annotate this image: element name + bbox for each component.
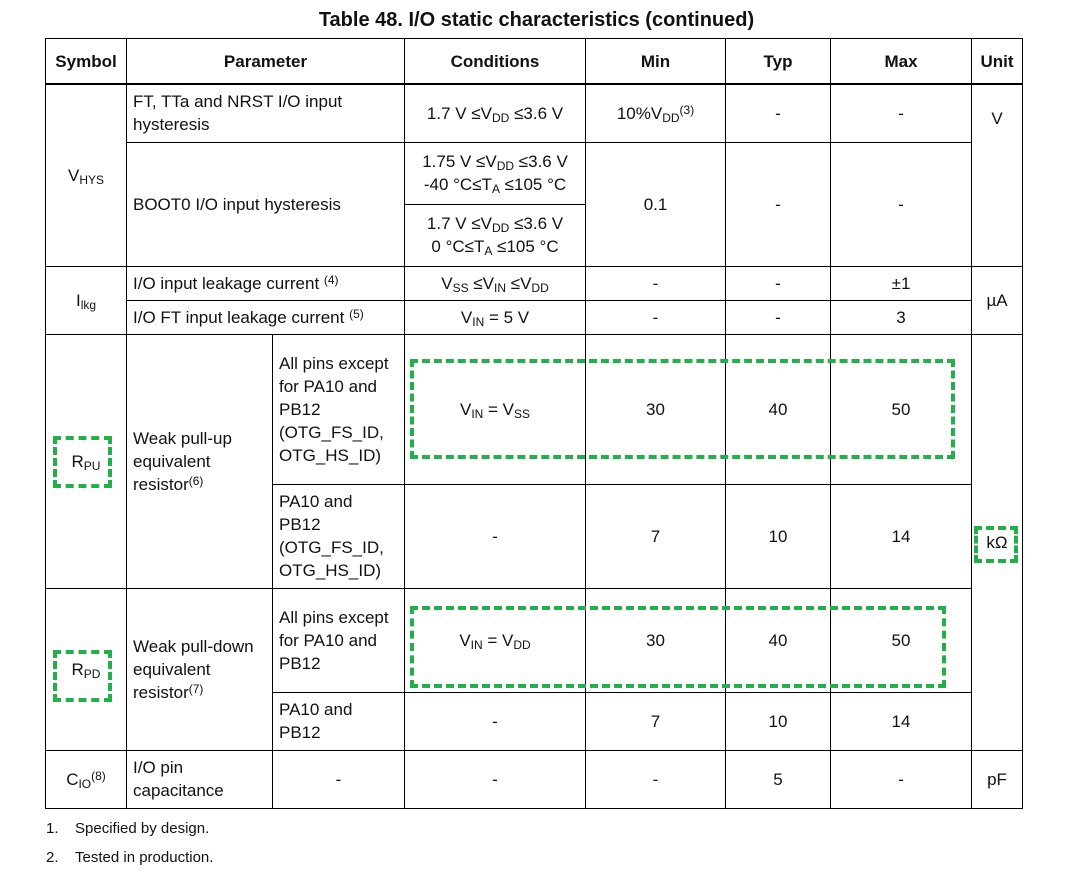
min-cell: - [586, 300, 726, 334]
cond-cell: 1.7 $V \le V_{DD} \le 3.6$ V [405, 84, 586, 142]
cond-cell: 1.7 $V \le V_{DD} \le 3.6$ V 0 $^\circ C\le T_A \le 105$ °C [405, 204, 586, 266]
max-cell: 14 [831, 692, 972, 750]
param-ft-hysteresis: FT, TTa and NRST I/O input hysteresis [127, 84, 405, 142]
cond-cell: - [405, 484, 586, 588]
pins-cell: - [273, 750, 405, 808]
param-input-leakage: I/O input leakage current $^{(4)}$ [127, 266, 405, 300]
table-row [46, 300, 1023, 334]
max-cell: 14 [831, 484, 972, 588]
pins-cell: PA10 and PB12 [273, 692, 405, 750]
param-ft-leakage: I/O FT input leakage current $^{(5)}$ [127, 300, 405, 334]
param-boot0-hysteresis: BOOT0 I/O input hysteresis [127, 142, 405, 266]
footnote: 2. Tested in production. [46, 849, 214, 866]
typ-cell: - [726, 300, 831, 334]
table-row [46, 750, 1023, 808]
table-row [46, 84, 1023, 142]
table-row [46, 588, 1023, 692]
header-min: Min [586, 39, 726, 85]
symbol-vhys: $V_{HYS}$ [46, 84, 127, 266]
pins-cell: All pins except for PA10 and PB12 [273, 588, 405, 692]
typ-cell: - [726, 84, 831, 142]
typ-cell: - [726, 142, 831, 266]
cond-cell: $V_{SS} \le V_{IN} \le V_{DD}$ [405, 266, 586, 300]
param-pull-up: Weak pull-up equivalent resistor$^{(6)}$ [127, 334, 273, 588]
cond-cell: $V_{IN} = V_{SS}$ [405, 334, 586, 484]
typ-cell: 40 [726, 588, 831, 692]
pins-cell: All pins except for PA10 and PB12 (OTG_FS_ID, OTG_HS_ID) [273, 334, 405, 484]
cond-cell: $V_{IN} = 5$ V [405, 300, 586, 334]
min-cell: - [586, 266, 726, 300]
header-unit: Unit [972, 39, 1023, 85]
table-row [46, 334, 1023, 484]
symbol-rpd: $R_{PD}$ [46, 588, 127, 750]
typ-cell: 40 [726, 334, 831, 484]
table-row [46, 266, 1023, 300]
typ-cell: 10 [726, 484, 831, 588]
max-cell: - [831, 142, 972, 266]
symbol-ilkg: $I_{lkg}$ [46, 266, 127, 334]
min-cell: $10\%V_{DD}^{(3)}$ [586, 84, 726, 142]
symbol-rpu: $R_{PU}$ [46, 334, 127, 588]
io-static-characteristics-table [45, 38, 1023, 809]
cond-cell: - [405, 750, 586, 808]
cond-cell: $V_{IN} = V_{DD}$ [405, 588, 586, 692]
header-conditions: Conditions [405, 39, 586, 85]
max-cell: - [831, 84, 972, 142]
cond-cell: 1.75 $V \le V_{DD} \le 3.6$ V -40 $^\circ C\le T_A \le 105$ °C [405, 142, 586, 204]
typ-cell: 5 [726, 750, 831, 808]
param-pin-capacitance: I/O pin capacitance [127, 750, 273, 808]
table-title: Table 48. I/O static characteristics (continued) [318, 9, 755, 31]
max-cell: 50 [831, 588, 972, 692]
header-max: Max [831, 39, 972, 85]
min-cell: 30 [586, 588, 726, 692]
max-cell: 50 [831, 334, 972, 484]
unit-vhys: V [972, 84, 1023, 266]
min-cell: 7 [586, 692, 726, 750]
pins-cell: PA10 and PB12 (OTG_FS_ID, OTG_HS_ID) [273, 484, 405, 588]
min-cell: - [586, 750, 726, 808]
max-cell: - [831, 750, 972, 808]
unit-resistor: kΩ [972, 334, 1023, 750]
unit-cio: pF [972, 750, 1023, 808]
max-cell: 3 [831, 300, 972, 334]
typ-cell: 10 [726, 692, 831, 750]
table-row [46, 142, 1023, 204]
header-parameter: Parameter [127, 39, 405, 85]
max-cell: ±1 [831, 266, 972, 300]
min-cell: 7 [586, 484, 726, 588]
min-cell: 30 [586, 334, 726, 484]
footnote: 1. Specified by design. [46, 820, 210, 837]
header-row [46, 39, 1023, 85]
cond-cell: - [405, 692, 586, 750]
header-symbol: Symbol [46, 39, 127, 85]
header-typ: Typ [726, 39, 831, 85]
param-pull-down: Weak pull-down equivalent resistor$^{(7)}$ [127, 588, 273, 750]
min-cell: 0.1 [586, 142, 726, 266]
typ-cell: - [726, 266, 831, 300]
unit-ilkg: µA [972, 266, 1023, 334]
symbol-cio: $C_{IO}^{(8)}$ [46, 750, 127, 808]
